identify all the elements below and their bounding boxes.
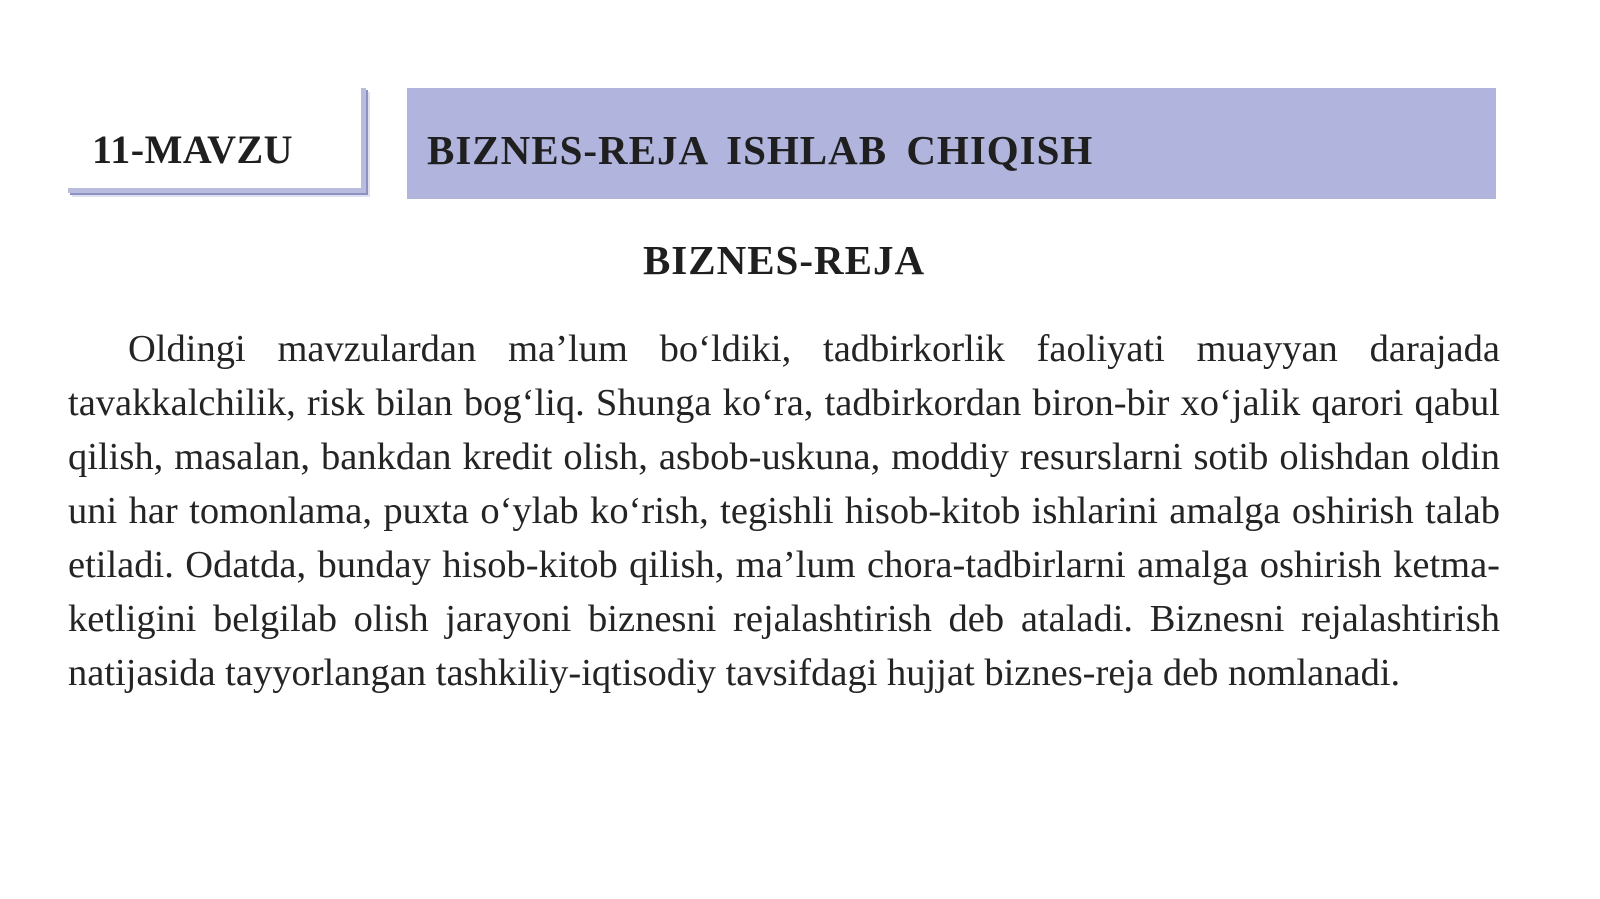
topic-title: BIZNES-REJA ISHLAB CHIQISH xyxy=(427,127,1094,173)
topic-title-band xyxy=(407,88,1496,199)
body-paragraph: Oldingi mavzulardan ma’lum bo‘ldiki, tadbirkorlik faoliyati muayyan darajada tavakkalchilik, risk bilan bog‘liq. Shunga ko‘ra, tadbirkordan biron-bir xo‘jalik qarori qabul qilish, masalan, bankdan kredit olish, asbob-uskuna, moddiy resurslarni sotib olishdan oldin uni har tomonlama, puxta o‘ylab ko‘rish, tegishli hisob-kitob ishlarini amalga oshirish talab etiladi. Odatda, bunday hisob-kitob qilish, ma’lum chora-tadbirlarni amalga oshirish ketma-ketligini belgilab olish jarayoni biznesni rejalashtirish deb ataladi. Biznesni rejalashtirish natijasida tayyorlangan tashkiliy-iqtisodiy tavsifdagi hujjat biznes-reja deb nomlanadi. xyxy=(68,328,1500,694)
section-heading: BIZNES-REJA xyxy=(642,237,926,283)
topic-number-box xyxy=(68,88,366,193)
topic-number-label: 11-MAVZU xyxy=(92,127,294,172)
